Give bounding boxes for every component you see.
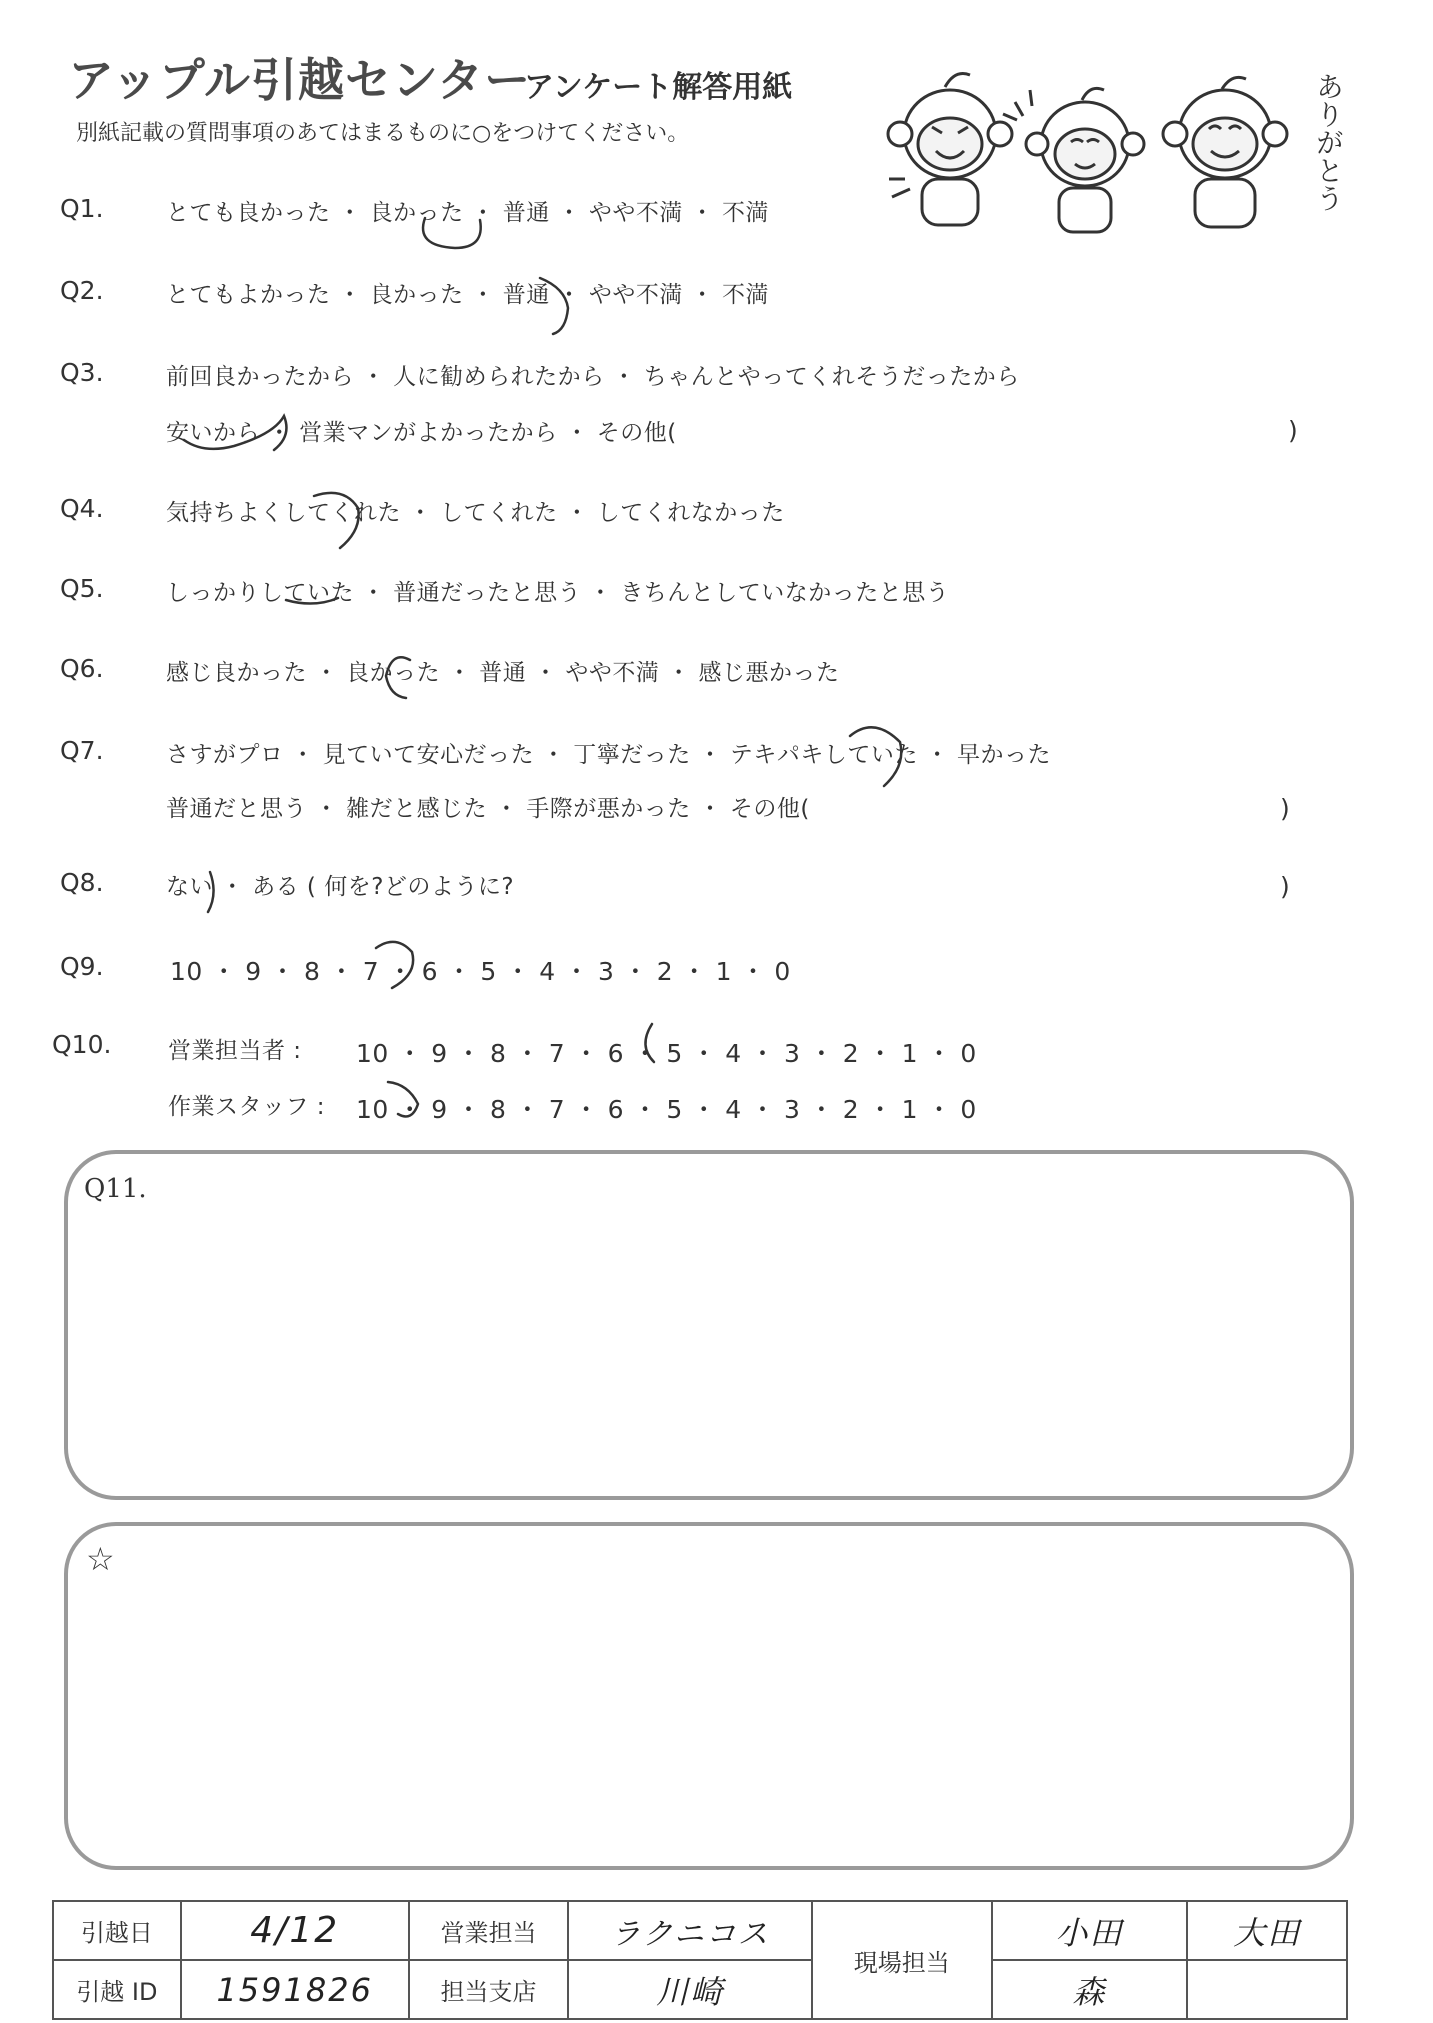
move-id-handwritten: 1591826 [216, 1970, 373, 2009]
branch-label: 担当支店 [409, 1960, 569, 2019]
q7-close-paren: ) [1280, 794, 1290, 823]
branch-value [568, 1960, 812, 2019]
star-label: ☆ [86, 1540, 115, 1578]
branch-handwritten: 川崎 [656, 1972, 725, 2011]
site-rep-1-handwritten: 小田 [1055, 1913, 1124, 1952]
instruction-text: 別紙記載の質問事項のあてはまるものに○をつけてください。 [76, 121, 690, 146]
q3-options-line2: 安いから ・ 営業マンがよかったから ・ その他( [166, 420, 677, 446]
sales-rep-value [568, 1901, 812, 1960]
move-date-handwritten: 4/12 [250, 1910, 340, 1951]
q10-sales-scale: 10 ・ 9 ・ 8 ・ 7 ・ 6 ・ 5 ・ 4 ・ 3 ・ 2 ・ 1 ・ 0 [356, 1039, 977, 1068]
q10-sales-label: 営業担当者 : [168, 1038, 302, 1064]
q6-number: Q6. [60, 654, 104, 683]
q8-close-paren: ) [1280, 872, 1290, 901]
q7-number: Q7. [60, 736, 104, 765]
q1-options: とても良かった ・ 良かった ・ 普通 ・ やや不満 ・ 不満 [166, 200, 769, 226]
site-rep-value-3 [992, 1960, 1188, 2019]
site-rep-value-1 [992, 1901, 1188, 1960]
q3-number: Q3. [60, 358, 104, 387]
thanks-text: ありがとう [1312, 72, 1345, 212]
site-rep-value-2 [1187, 1901, 1347, 1960]
q2-number: Q2. [60, 276, 104, 305]
sales-rep-handwritten: ラクニコス [610, 1916, 770, 1952]
q6-options: 感じ良かった ・ 良かった ・ 普通 ・ やや不満 ・ 感じ悪かった [166, 660, 840, 686]
brand-title: アップル引越センター [68, 53, 532, 107]
q2-options: とてもよかった ・ 良かった ・ 普通 ・ やや不満 ・ 不満 [166, 282, 769, 308]
form-subtitle: アンケート解答用紙 [524, 70, 793, 105]
q8-number: Q8. [60, 868, 104, 897]
q7-options-line1: さすがプロ ・ 見ていて安心だった ・ 丁寧だった ・ テキパキしていた ・ 早かった [166, 742, 1051, 768]
move-id-label: 引越 ID [53, 1960, 181, 2019]
site-rep-3-handwritten: 森 [1072, 1972, 1107, 2011]
q10-staff-scale: 10 ・ 9 ・ 8 ・ 7 ・ 6 ・ 5 ・ 4 ・ 3 ・ 2 ・ 1 ・ 0 [356, 1095, 977, 1124]
q3-options-line1: 前回良かったから ・ 人に勧められたから ・ ちゃんとやってくれそうだったから [166, 364, 1020, 390]
q5-number: Q5. [60, 574, 104, 603]
q5-options: しっかりしていた ・ 普通だったと思う ・ きちんとしていなかったと思う [166, 580, 950, 606]
q10-staff-label: 作業スタッフ : [168, 1094, 326, 1120]
q7-options-line2: 普通だと思う ・ 雑だと感じた ・ 手際が悪かった ・ その他( [166, 796, 810, 822]
monkey-icon [888, 74, 1012, 226]
q9-scale: 10 ・ 9 ・ 8 ・ 7 ・ 6 ・ 5 ・ 4 ・ 3 ・ 2 ・ 1 ・ 0 [170, 957, 791, 986]
q8-options: ない ・ ある ( 何を?どのように? [166, 874, 515, 900]
site-rep-value-4 [1187, 1960, 1347, 2019]
q4-number: Q4. [60, 494, 104, 523]
q4-options: 気持ちよくしてくれた ・ してくれた ・ してくれなかった [166, 500, 785, 526]
q11-label: Q11. [84, 1174, 147, 1204]
move-id-value [181, 1960, 409, 2019]
move-info-table [52, 1900, 1348, 2020]
move-date-value [181, 1901, 409, 1960]
sales-rep-label: 営業担当 [409, 1901, 569, 1960]
monkey-mascots-illustration [880, 54, 1350, 244]
site-rep-2-handwritten: 大田 [1233, 1913, 1302, 1952]
q3-close-paren: ) [1288, 416, 1298, 445]
move-date-label: 引越日 [53, 1901, 181, 1960]
q9-number: Q9. [60, 952, 104, 981]
monkey-icon [1003, 88, 1144, 232]
q11-comment-box[interactable] [64, 1150, 1354, 1500]
monkey-icon [1163, 77, 1287, 227]
star-comment-box[interactable] [64, 1522, 1354, 1870]
q1-number: Q1. [60, 194, 104, 223]
q10-number: Q10. [52, 1030, 112, 1059]
site-rep-label: 現場担当 [812, 1901, 992, 2019]
